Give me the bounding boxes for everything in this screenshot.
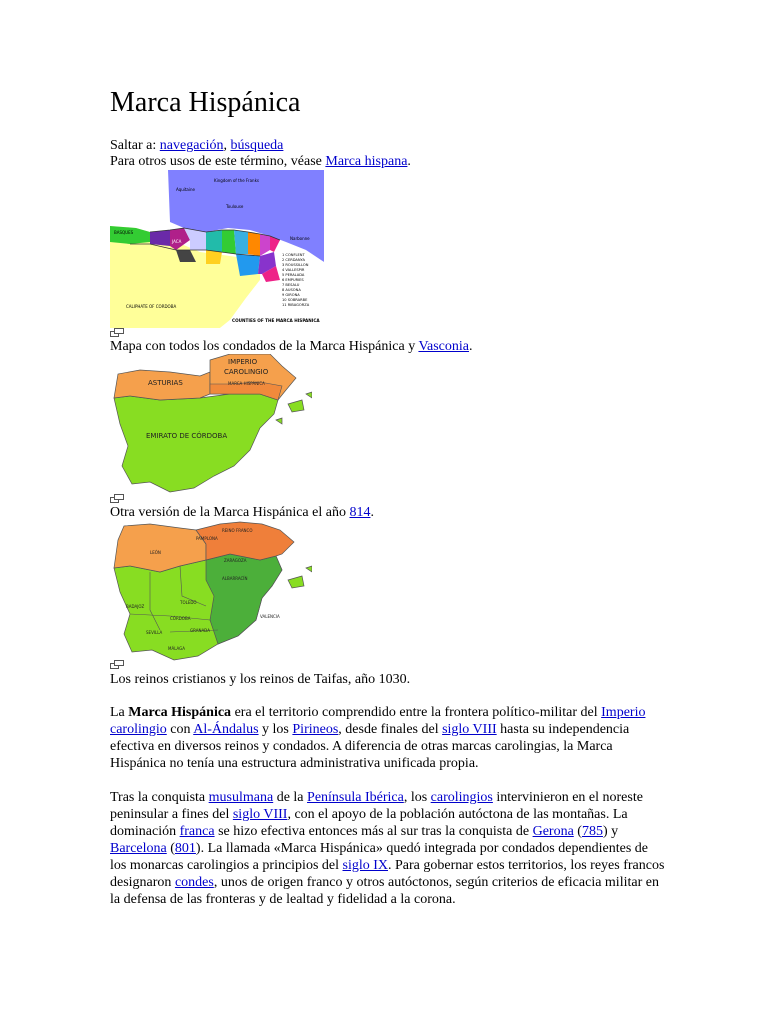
navigation-link[interactable]: navegación [159,138,224,153]
map1-caption-label: COUNTIES OF THE MARCA HISPANICA [232,318,320,323]
map2-label-carolingio: CAROLINGIO [224,368,269,376]
map1-label-jaca: JACA [172,239,182,244]
map2-label-marca: MARCA HISPÁNICA [228,381,265,386]
map3-label-leon: LEÓN [150,550,161,555]
svg-text:1 CONFLENT: 1 CONFLENT [282,253,305,257]
map2-caption: Otra versión de la Marca Hispánica el año 814. [110,505,374,520]
map3-label-badajoz: BADAJOZ [126,604,145,609]
paragraph-intro: La Marca Hispánica era el territorio comprendido entre la frontera político-militar del Imperio carolingio con Al-Ándalus y los Pirineos, desde finales del siglo VIII hasta su independencia efectiva en diversos reinos y condados. A diferencia de otras marcas carolingias, la Marca Hispánica no tenía una estructura administrativa unificada propia. [110,705,646,771]
map1-caption: Mapa con todos los condados de la Marca Hispánica y Vasconia. [110,339,473,354]
condes-link[interactable]: condes [174,875,214,890]
year-785-link[interactable]: 785 [581,824,603,839]
barcelona-link[interactable]: Barcelona [110,841,167,856]
map3-label-sevilla: SEVILLA [146,630,163,635]
map-1030[interactable] [110,520,312,662]
page-title: Marca Hispánica [110,87,301,118]
map3-label-malaga: MÁLAGA [168,646,186,651]
enlarge-icon[interactable] [110,494,124,503]
search-link[interactable]: búsqueda [230,138,284,153]
year-814-link[interactable]: 814 [349,505,371,520]
pirineos-link[interactable]: Pirineos [292,722,339,737]
map2-label-emirato: EMIRATO DE CÓRDOBA [146,432,228,440]
map3-label-cordoba: CÓRDOBA [170,616,191,621]
enlarge-icon[interactable] [110,328,124,337]
imperio-carolingio-link[interactable]: Imperio carolingio [110,705,646,737]
map3-label-reino-franco: REINO FRANCO [222,528,253,533]
map1-label-narbonne: Narbonne [290,236,310,241]
svg-text:9 GIRONA: 9 GIRONA [282,293,300,297]
map3-label-granada: GRANADA [190,628,210,633]
map2-label-asturias: ASTURIAS [148,379,183,387]
peninsula-iberica-link[interactable]: Península Ibérica [307,790,404,805]
map3-label-albarracin: ALBARRACÍN [222,576,248,581]
map3-label-pamplona: PAMPLONA [196,536,218,541]
map3-label-toledo: TOLEDO [180,600,197,605]
al-andalus-link[interactable]: Al-Ándalus [193,722,259,737]
svg-text:3 ROUSSILLON: 3 ROUSSILLON [282,263,309,267]
siglo-viii-link-2[interactable]: siglo VIII [232,807,288,822]
svg-text:4 VALLESPIR: 4 VALLESPIR [282,268,305,272]
other-uses-note: Para otros usos de este término, véase Marca hispana. [110,154,411,169]
gerona-link[interactable]: Gerona [532,824,574,839]
musulmana-link[interactable]: musulmana [208,790,274,805]
jump-links: Saltar a: navegación, búsqueda [110,138,284,153]
vasconia-link[interactable]: Vasconia [418,339,469,354]
paragraph-conquest: Tras la conquista musulmana de la Península Ibérica, los carolingios intervinieron en el noreste peninsular a fines del siglo VIII, con el apoyo de la población autóctona de las montañas. La dominación franca se hizo efectiva entonces más al sur tras la conquista de Gerona (785) y Barcelona (801). La llamada «Marca Hispánica» quedó integrada por condados dependientes de los monarcas carolingios a principios del siglo IX. Para gobernar estos territorios, los reyes francos designaron condes, unos de origen franco y otros autóctonos, según criterios de eficacia militar en la defensa de las fronteras y de lealtad y fidelidad a la corona. [110,790,665,907]
svg-text:10 SOBRARBE: 10 SOBRARBE [282,298,308,302]
marca-hispana-link[interactable]: Marca hispana [325,154,408,169]
enlarge-icon[interactable] [110,660,124,669]
siglo-viii-link[interactable]: siglo VIII [442,722,497,737]
franca-link[interactable]: franca [179,824,215,839]
map1-label-frankia: Kingdom of the Franks [214,178,259,183]
map1-label-aquitaine: Aquitaine [176,187,195,192]
map1-label-basques: BASQUES [114,230,134,235]
svg-text:5 PERALADA: 5 PERALADA [282,273,305,277]
map1-label-caliphate: CALIPHATE OF CORDOBA [126,304,177,309]
map1-label-toulouse: Toulouse [226,204,244,209]
svg-text:11 RIBAGORZA: 11 RIBAGORZA [282,303,310,307]
svg-text:7 BESALU: 7 BESALU [282,283,300,287]
term-bold: Marca Hispánica [128,705,232,720]
siglo-ix-link[interactable]: siglo IX [342,858,388,873]
svg-text:6 EMPURIES: 6 EMPURIES [282,278,304,282]
carolingios-link[interactable]: carolingios [430,790,493,805]
map2-label-imperio: IMPERIO [228,358,258,366]
year-801-link[interactable]: 801 [174,841,196,856]
map3-label-zaragoza: ZARAGOZA [224,558,247,563]
map-counties[interactable] [110,170,324,328]
svg-text:8 AUSONA: 8 AUSONA [282,288,301,292]
map3-caption: Los reinos cristianos y los reinos de Taifas, año 1030. [110,672,411,687]
map3-label-valencia: VALENCIA [260,614,280,619]
map-814[interactable] [110,354,312,494]
svg-text:2 CERDANYA: 2 CERDANYA [282,258,305,262]
